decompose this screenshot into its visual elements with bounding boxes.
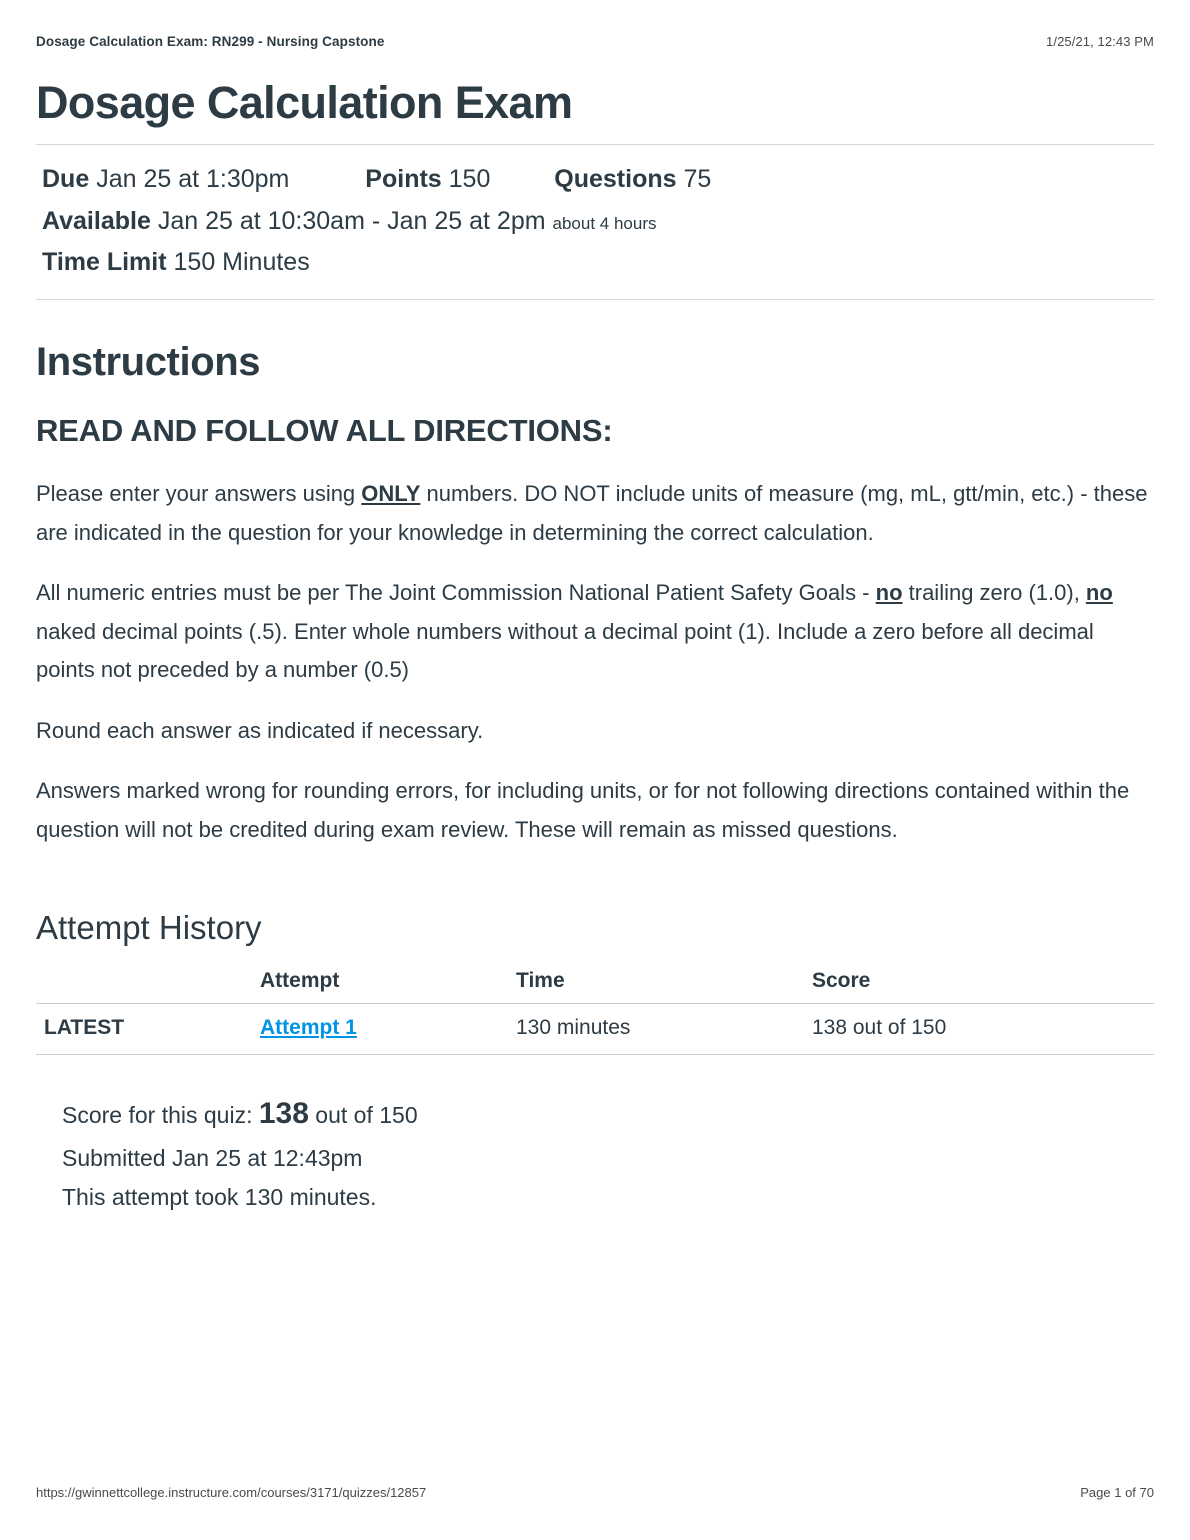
column-header-attempt: Attempt xyxy=(252,963,508,1004)
row-label-latest: LATEST xyxy=(36,1004,252,1055)
attempt-duration-line: This attempt took 130 minutes. xyxy=(62,1184,377,1211)
page-title: Dosage Calculation Exam xyxy=(36,77,573,128)
instructions-p2-part-a: All numeric entries must be per The Joint Commission National Patient Safety Goals - xyxy=(36,580,876,605)
instructions-paragraph-3: Round each answer as indicated if necessary. xyxy=(36,717,484,743)
row-score-cell: 138 out of 150 xyxy=(804,1004,1154,1055)
table-row xyxy=(36,1004,1154,1055)
footer-url: https://gwinnettcollege.instructure.com/courses/3171/quizzes/12857 xyxy=(36,1485,427,1500)
available-value: Jan 25 at 10:30am - Jan 25 at 2pm xyxy=(157,206,546,235)
available-label: Available xyxy=(42,206,151,235)
instructions-paragraph-2 xyxy=(36,574,1154,690)
footer-page-number: Page 1 of 70 xyxy=(1080,1485,1154,1500)
attempt-history-heading: Attempt History xyxy=(36,909,262,946)
quiz-details-row-3 xyxy=(42,242,1148,283)
print-footer xyxy=(36,1485,1154,1500)
attempt-link[interactable]: Attempt 1 xyxy=(260,1016,357,1039)
points-label: Points xyxy=(365,165,442,194)
submitted-line: Submitted Jan 25 at 12:43pm xyxy=(62,1145,363,1172)
due-label: Due xyxy=(42,165,90,194)
divider-bottom xyxy=(36,299,1154,300)
instructions-p1-only: ONLY xyxy=(361,481,421,506)
available-duration: about 4 hours xyxy=(552,213,657,233)
instructions-p2-part-b: trailing zero (1.0), xyxy=(902,580,1086,605)
quiz-details xyxy=(36,145,1154,299)
document-title: Dosage Calculation Exam: RN299 - Nursing Capstone xyxy=(36,34,385,49)
quiz-details-row-2 xyxy=(42,201,1148,242)
instructions-p2-no-2: no xyxy=(1085,580,1113,605)
score-value: 138 xyxy=(258,1097,309,1130)
column-header-blank xyxy=(36,963,252,1004)
attempt-history-head xyxy=(36,963,1154,1004)
questions-label: Questions xyxy=(554,165,677,194)
time-limit-label: Time Limit xyxy=(42,247,167,276)
time-limit-value: 150 Minutes xyxy=(173,247,310,276)
column-header-time: Time xyxy=(508,963,804,1004)
score-line xyxy=(62,1089,1154,1139)
instructions-p2-no-1: no xyxy=(875,580,903,605)
points-value: 150 xyxy=(448,165,491,194)
print-timestamp: 1/25/21, 12:43 PM xyxy=(1046,34,1154,49)
score-prefix: Score for this quiz: xyxy=(62,1102,259,1128)
instructions-p1-part-b: numbers. DO NOT include units of measure (mg, mL, gtt/min, etc.) - these are indicated in the question for your knowledge in determining the correct calculation. xyxy=(36,481,1148,545)
row-attempt-cell xyxy=(252,1004,508,1055)
table-header-row xyxy=(36,963,1154,1004)
quiz-details-row-1 xyxy=(42,159,1148,200)
row-time-cell: 130 minutes xyxy=(508,1004,804,1055)
print-header xyxy=(36,34,1154,49)
column-header-score: Score xyxy=(804,963,1154,1004)
questions-value: 75 xyxy=(683,165,712,194)
instructions-paragraph-4: Answers marked wrong for rounding errors, for including units, or for not following directions contained within the question will not be credited during exam review. These will remain as missed questions. xyxy=(36,778,1130,842)
score-suffix: out of 150 xyxy=(308,1102,418,1128)
instructions-paragraph-1 xyxy=(36,475,1154,552)
instructions-heading: Instructions xyxy=(36,340,261,384)
score-summary xyxy=(62,1089,1154,1217)
attempt-history-table xyxy=(36,963,1154,1055)
instructions-p1-part-a: Please enter your answers using xyxy=(36,481,362,506)
instructions-p2-part-c: naked decimal points (.5). Enter whole numbers without a decimal point (1). Include a zero before all decimal points not preceded by a number (0.5) xyxy=(36,618,1094,682)
attempt-history-body xyxy=(36,1004,1154,1055)
due-value: Jan 25 at 1:30pm xyxy=(96,165,290,194)
directions-heading: READ AND FOLLOW ALL DIRECTIONS: xyxy=(36,413,613,448)
